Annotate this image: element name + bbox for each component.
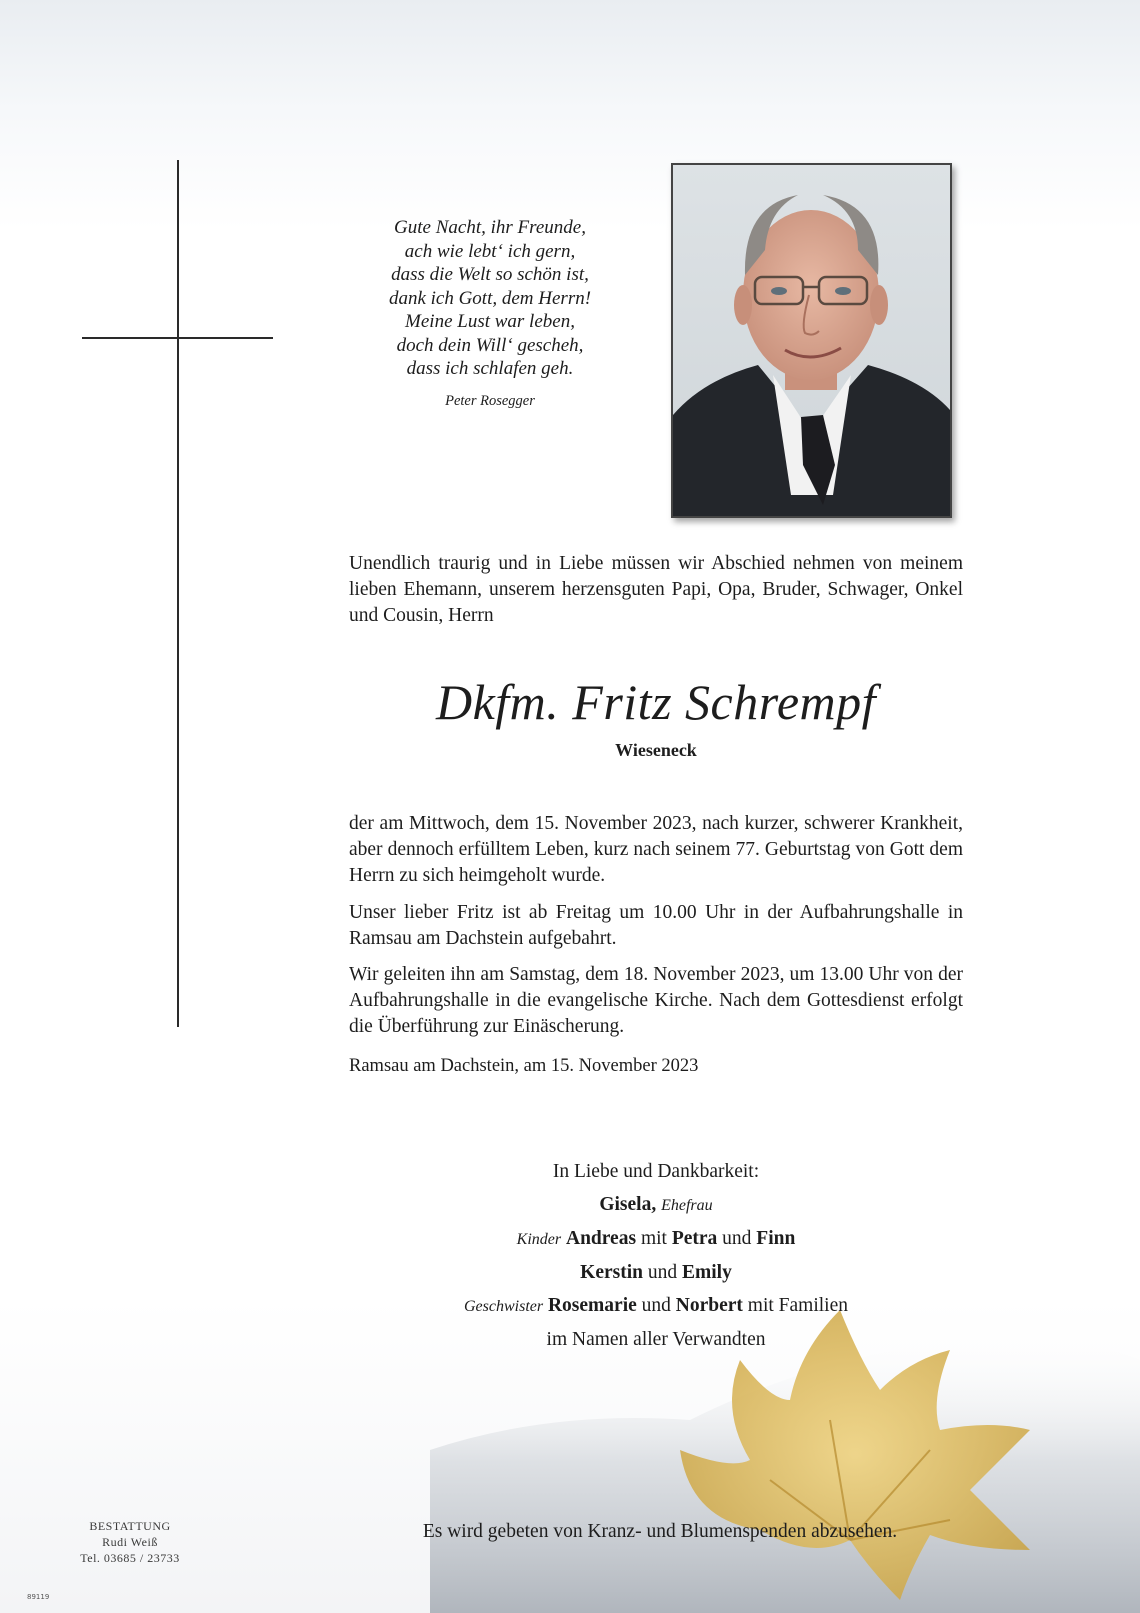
partner-name: Petra (671, 1228, 718, 1249)
intro-text: Unendlich traurig und in Liebe müssen wir Abschied nehmen von meinem lieben Ehemann, unserem herzensguten Papi, Opa, Bruder, Schwager, Onkel und Cousin, Herrn (349, 553, 963, 626)
deceased-name: Dkfm. Fritz Schrempf (435, 674, 877, 730)
poem-author: Peter Rosegger (445, 392, 535, 409)
poem-line: dass die Welt so schön ist, (391, 264, 589, 285)
poem (300, 216, 680, 411)
undertaker-phone: Tel. 03685 / 23733 (80, 1551, 180, 1565)
connector-text: und (722, 1228, 752, 1249)
siblings-line (349, 1289, 963, 1323)
undertaker-info (60, 1518, 200, 1566)
poem-line: ach wie lebt‘ ich gern, (404, 240, 576, 262)
sibling-name: Rosemarie (547, 1295, 637, 1316)
print-code: 89119 (27, 1593, 50, 1601)
spouse-name: Gisela, (599, 1194, 657, 1215)
portrait-photo (671, 163, 952, 518)
children-line-2 (349, 1256, 963, 1289)
paragraph-death: der am Mittwoch, dem 15. November 2023, nach kurzer, schwerer Krankheit, aber dennoch erfülltem Leben, kurz nach seinem 77. Geburtstag von Gott dem Herrn zu sich heimgeholt wurde. (349, 813, 963, 886)
no-flowers-note: Es wird gebeten von Kranz- und Blumenspenden abzusehen. (422, 1521, 898, 1542)
poem-line: Gute Nacht, ihr Freunde, (394, 217, 586, 238)
families-text: mit Familien (747, 1295, 849, 1316)
connector-text: und (647, 1262, 678, 1283)
poem-line: doch dein Will‘ gescheh, (396, 334, 584, 356)
cross-horizontal-bar (82, 337, 273, 339)
spouse-line (349, 1188, 963, 1222)
grandchild-name: Emily (681, 1262, 732, 1283)
children-label: Kinder (516, 1231, 562, 1248)
siblings-label: Geschwister (463, 1298, 544, 1315)
child-name: Andreas (565, 1228, 637, 1249)
connector-text: mit (640, 1228, 667, 1249)
spouse-role: Ehefrau (661, 1197, 713, 1214)
connector-text: und (641, 1295, 671, 1316)
thanks-heading: In Liebe und Dankbarkeit: (552, 1161, 760, 1182)
cross-vertical-bar (177, 160, 179, 1027)
poem-line: Meine Lust war leben, (405, 311, 575, 332)
poem-line: dass ich schlafen geh. (406, 358, 574, 379)
children-line (349, 1222, 963, 1256)
child-name: Kerstin (580, 1262, 643, 1283)
place-date-line: Ramsau am Dachstein, am 15. November 2023 (349, 1056, 699, 1076)
family-signature (349, 1155, 963, 1356)
undertaker-label: BESTATTUNG (89, 1519, 171, 1533)
paragraph-funeral: Wir geleiten ihn am Samstag, dem 18. November 2023, um 13.00 Uhr von der Aufbahrungshalle in die evangelische Kirche. Nach dem Gottesdienst erfolgt die Überführung zur Einäscherung. (349, 964, 963, 1037)
undertaker-name: Rudi Weiß (102, 1535, 158, 1549)
paragraph-laying-out: Unser lieber Fritz ist ab Freitag um 10.00 Uhr in der Aufbahrungshalle in Ramsau am Dachstein aufgebahrt. (349, 902, 963, 949)
poem-line: dank ich Gott, dem Herrn! (388, 287, 592, 309)
relatives-line: im Namen aller Verwandten (546, 1329, 766, 1350)
sibling-name: Norbert (675, 1295, 743, 1316)
deceased-place: Wieseneck (615, 740, 697, 760)
grandchild-name: Finn (756, 1228, 796, 1249)
